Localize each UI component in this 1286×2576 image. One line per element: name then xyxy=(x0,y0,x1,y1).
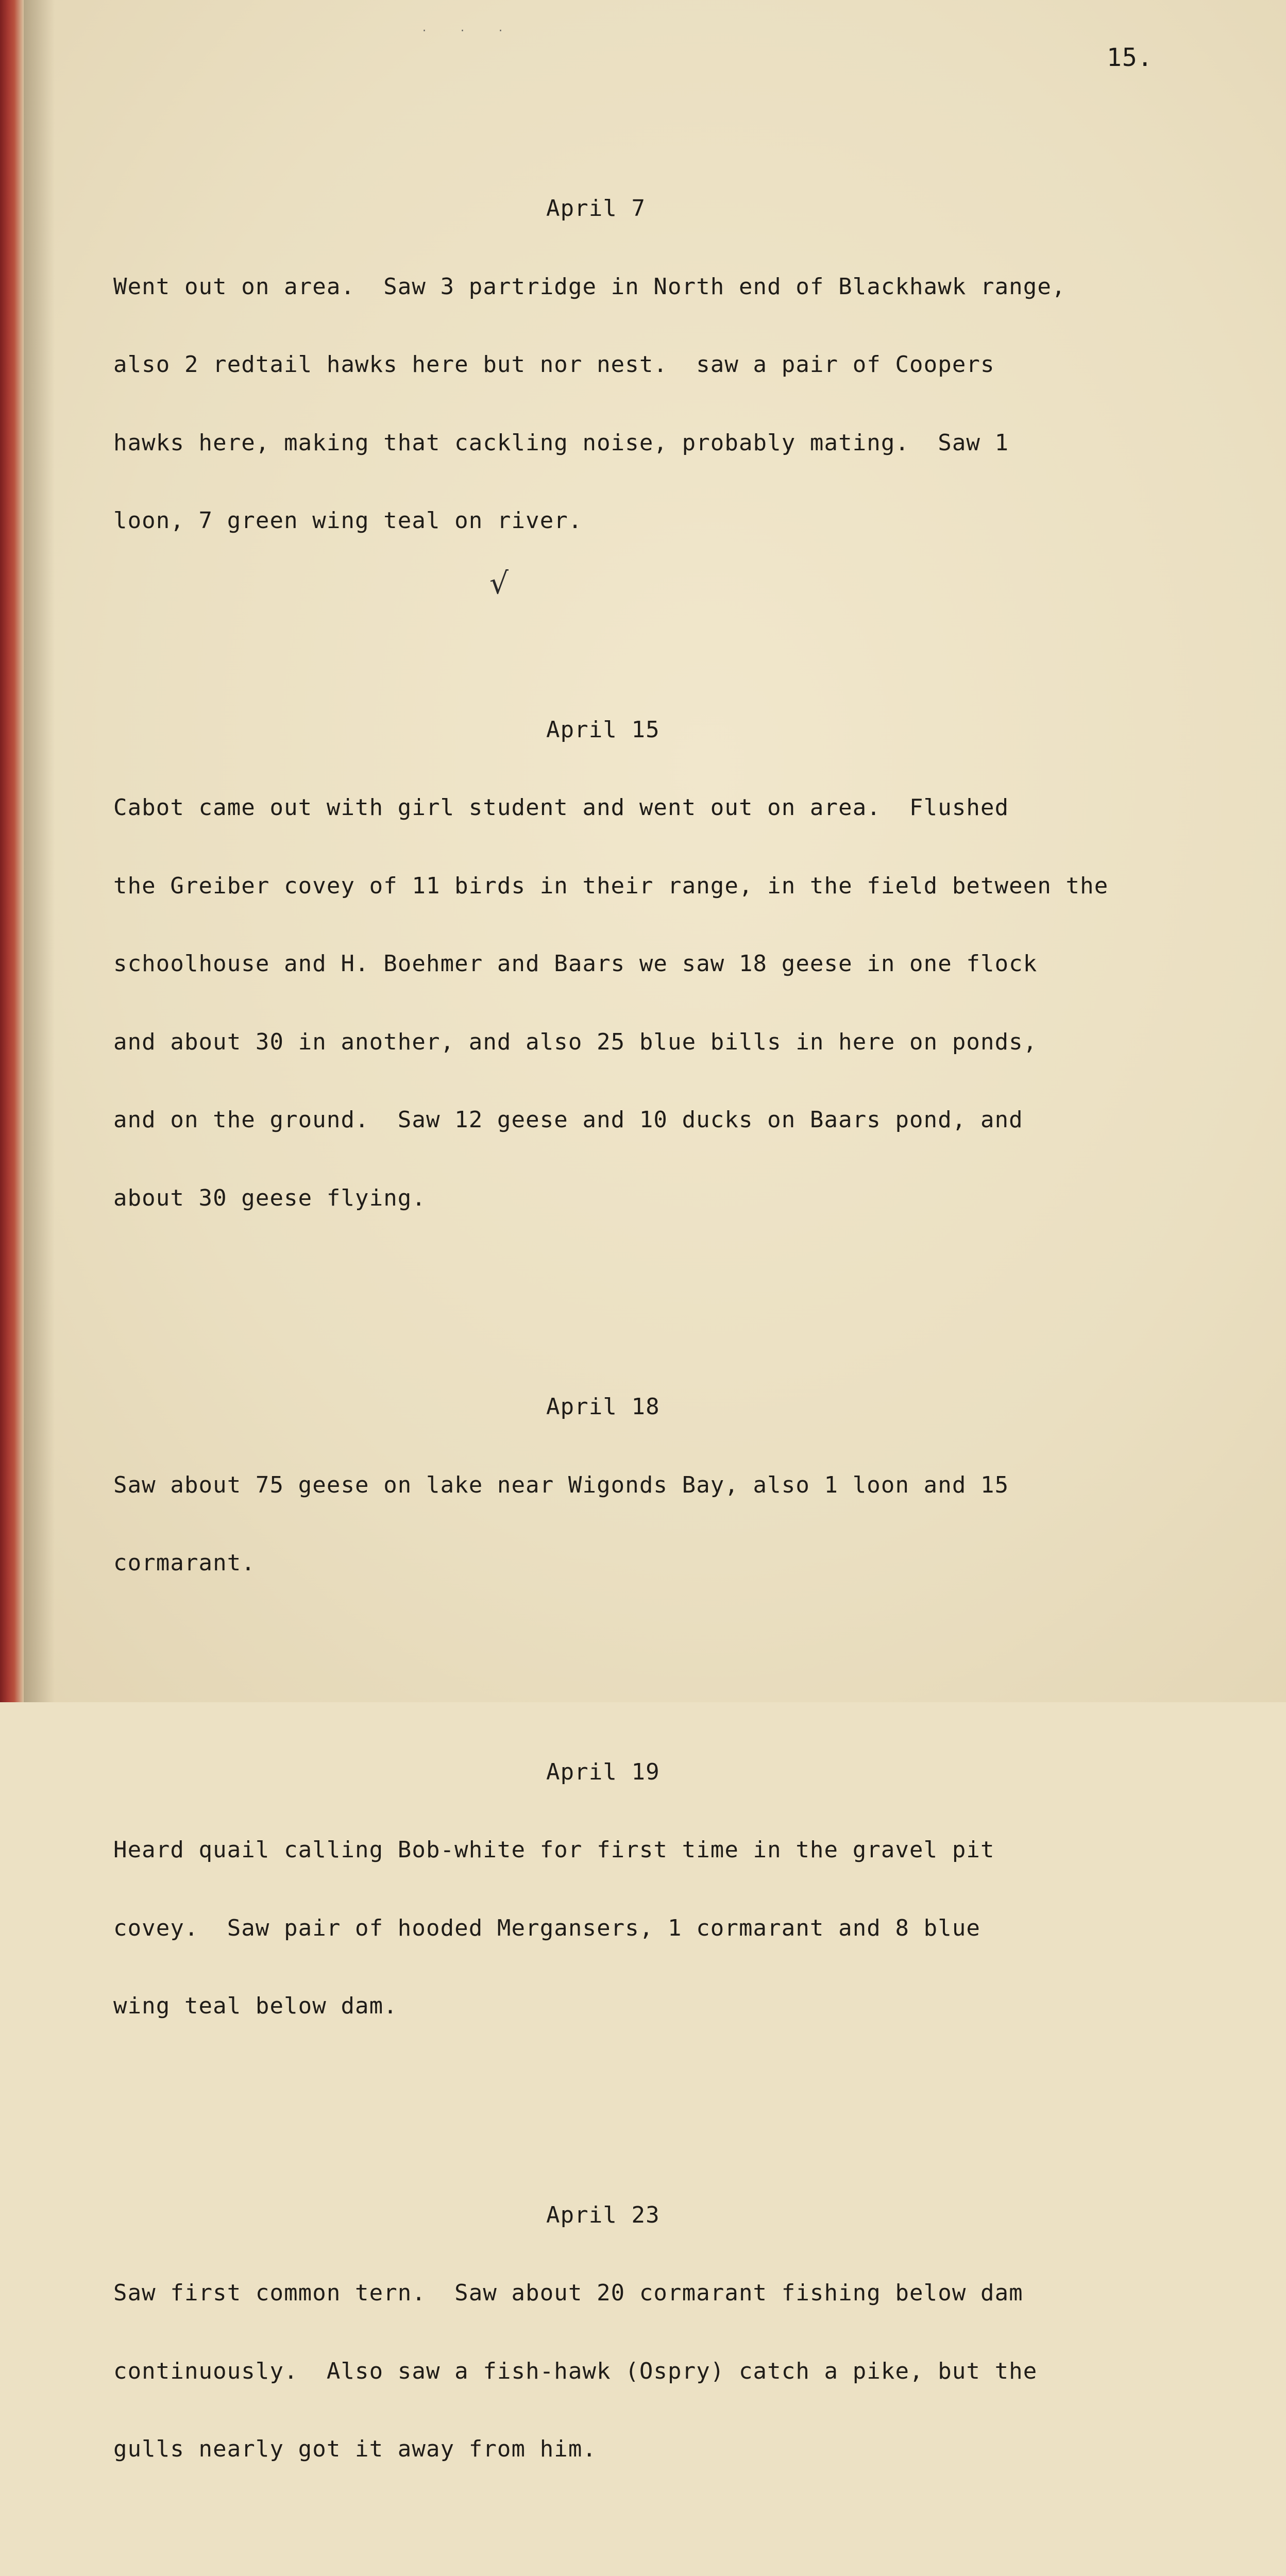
entry-line: Went out on area. Saw 3 partridge in North end of Blackhawk range, xyxy=(113,273,1066,300)
entry-line: cormarant. xyxy=(113,1550,256,1576)
binding-shadow xyxy=(24,0,55,1702)
entry-date: April 23 xyxy=(546,2201,660,2228)
entry-line: covey. Saw pair of hooded Mergansers, 1 cormarant and 8 blue xyxy=(113,1914,981,1941)
entry-date: April 19 xyxy=(546,1758,660,1785)
entry-line: about 30 geese flying. xyxy=(113,1184,426,1211)
journal-body xyxy=(113,92,1231,2576)
entry-line: continuously. Also saw a fish-hawk (Ospry) catch a pike, but the xyxy=(113,2358,1038,2384)
entry-date: April 18 xyxy=(546,1394,660,1420)
entry-line: gulls nearly got it away from him. xyxy=(113,2436,597,2462)
entry-line: loon, 7 green wing teal on river. xyxy=(113,507,583,534)
entry-line: and about 30 in another, and also 25 blue bills in here on ponds, xyxy=(113,1028,1038,1055)
journal-entry xyxy=(113,2150,1231,2515)
entry-line: Saw first common tern. Saw about 20 cormarant fishing below dam xyxy=(113,2280,1023,2306)
paper-specks: · · · xyxy=(422,25,518,38)
entry-line: wing teal below dam. xyxy=(113,1993,398,2019)
entry-line: hawks here, making that cackling noise, probably mating. Saw 1 xyxy=(113,429,1009,456)
book-binding xyxy=(0,0,24,1702)
entry-line: Saw about 75 geese on lake near Wigonds Bay, also 1 loon and 15 xyxy=(113,1471,1009,1498)
page-number: 15. xyxy=(1107,43,1153,72)
journal-entry xyxy=(113,1707,1231,2072)
entry-line: also 2 redtail hawks here but nor nest. saw a pair of Coopers xyxy=(113,351,995,378)
journal-entry xyxy=(113,144,1231,586)
journal-entry xyxy=(113,1342,1231,1629)
entry-line: Heard quail calling Bob-white for first time in the gravel pit xyxy=(113,1837,995,1863)
journal-entry xyxy=(113,665,1231,1264)
entry-date: April 15 xyxy=(546,716,660,743)
entry-date: April 7 xyxy=(546,195,646,222)
check-mark-icon: √ xyxy=(489,566,509,601)
entry-line: and on the ground. Saw 12 geese and 10 ducks on Baars pond, and xyxy=(113,1107,1023,1133)
entry-line: schoolhouse and H. Boehmer and Baars we saw 18 geese in one flock xyxy=(113,951,1038,977)
entry-line: Cabot came out with girl student and went out on area. Flushed xyxy=(113,794,1009,821)
entry-line: the Greiber covey of 11 birds in their range, in the field between the xyxy=(113,872,1109,899)
